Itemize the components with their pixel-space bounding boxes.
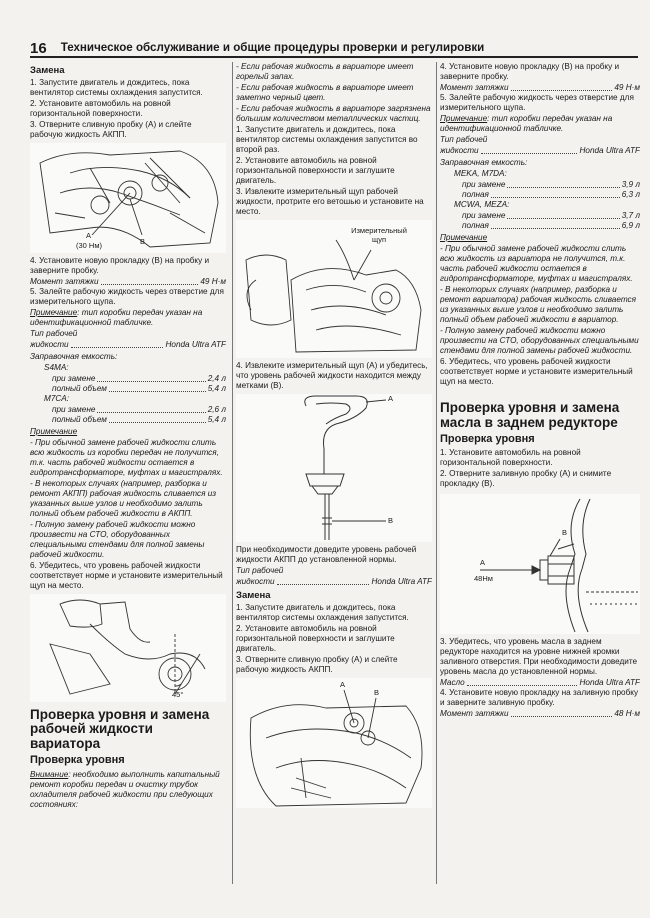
note-item: - Полную замену рабочей жидкости можно произвести на СТО, оборудованных специальными стендами для полной замены рабочей жидкости.: [30, 519, 205, 559]
fluid-type-label: Тип рабочей: [440, 135, 488, 144]
step-text: 5. Залейте рабочую жидкость через отверстие для измерительного щупа.: [440, 93, 634, 112]
model-name: MCWA, MEZA:: [454, 200, 510, 209]
torque-row: Момент затяжки 49 Н·м: [440, 83, 640, 92]
step-text: 3. Убедитесь, что уровень масла в заднем редукторе находится на уровне нижней кромки заливного отверстия. При необходимости доведите уровень масла до установленной нормы.: [440, 637, 638, 677]
torque-label: Момент затяжки: [30, 276, 99, 286]
note: Примечание: тип коробки передач указан на идентификационной табличке.: [30, 307, 203, 327]
capacity-row: при замене 2,6 л: [52, 404, 226, 414]
capacity-row: при замене 3,9 л: [462, 180, 640, 189]
dipstick-tube-illustration: [30, 594, 226, 702]
section-heading-zamena: Замена: [30, 65, 65, 76]
label-torque: 48Нм: [474, 574, 493, 584]
model-name: S4MA:: [44, 362, 69, 372]
subsection-title: Проверка уровня: [440, 432, 535, 445]
condition-item: - Если рабочая жидкость в вариаторе загрязнена большим количеством металлических частиц.: [236, 104, 431, 123]
rear-differential-illustration: [440, 494, 640, 634]
capacity-row: полный объем 5,4 л: [52, 414, 226, 424]
figure-dipstick-marks: [236, 394, 432, 542]
figure-rear-diff-plug: [440, 494, 640, 634]
capacity-row: полная 6,9 л: [462, 221, 640, 230]
step-text: 6. Убедитесь, что уровень рабочей жидкости соответствует норме и установите измерительный щуп на место.: [30, 560, 223, 590]
figure-drain-plug-atf: [30, 143, 226, 253]
dipstick-illustration: [236, 394, 432, 542]
column-divider: [436, 62, 437, 884]
step-text: 2. Установите автомобиль на ровной горизонтальной поверхности и заглушите двигатель.: [236, 156, 395, 185]
fluid-row: жидкости Honda Ultra ATF: [30, 339, 226, 349]
label-torque: (30 Нм): [76, 240, 102, 250]
note: Примечание: тип коробки передач указан на идентификационной табличке.: [440, 114, 613, 133]
column-right: [440, 62, 640, 887]
step-text: 4. Установите новую прокладку (В) на пробку и заверните пробку.: [30, 255, 210, 275]
torque-value: 49 Н·м: [200, 276, 226, 286]
note-item: - При обычной замене рабочей жидкости слить всю жидкость из коробки передач не получится, т.к. часть рабочей жидкости остается в гидротрансформаторе, муфтах и магистралях.: [30, 437, 223, 477]
capacity-row: полная 6,3 л: [462, 190, 640, 199]
label-b: B: [374, 687, 380, 697]
step-text: 3. Отверните сливную пробку (А) и слейте рабочую жидкость АКПП.: [236, 654, 398, 674]
model-name: MEKA, M7DA:: [454, 169, 507, 178]
torque-row: [30, 277, 226, 287]
capacity-row: при замене 3,7 л: [462, 211, 640, 220]
step-text: 1. Запустите двигатель и дождитесь, пока вентилятор системы охлаждения запустится.: [236, 602, 409, 622]
oil-row: Масло Honda Ultra ATF: [440, 678, 640, 688]
step-text: 4. Установите новую прокладку на заливную пробку и заверните заливную пробку.: [440, 688, 639, 708]
paragraph: При необходимости доведите уровень рабочей жидкости АКПП до установленной нормы.: [236, 545, 417, 564]
page-header: [30, 38, 638, 58]
label-b: B: [388, 516, 394, 525]
transmission-illustration: [30, 143, 226, 253]
step-text: 3. Отверните сливную пробку (А) и слейте рабочую жидкость АКПП.: [30, 119, 192, 139]
column-middle: [236, 62, 432, 887]
condition-item: - Если рабочая жидкость в вариаторе имеет заметно черный цвет.: [236, 83, 414, 102]
capacity-row: полный объем 5,4 л: [52, 383, 226, 393]
subsection-title: Проверка уровня: [30, 754, 125, 767]
label-b: B: [562, 528, 568, 538]
step-text: 5. Залейте рабочую жидкость через отверстие для измерительного щупа.: [30, 286, 224, 306]
capacity-label: Заправочная емкость:: [30, 351, 118, 361]
label-a: A: [86, 230, 92, 240]
step-text: 2. Отверните заливную пробку (А) и снимите прокладку (В).: [440, 469, 612, 489]
note-item: - При обычной замене рабочей жидкости слить всю жидкость из вариатора не получится, т.к. часть рабочей жидкости остается в гидротрансформаторе, муфтах и магистралях.: [440, 244, 633, 283]
notes-heading: Примечание: [30, 426, 78, 436]
label-a: A: [480, 558, 486, 568]
step-text: 3. Извлеките измерительный щуп рабочей жидкости, протрите его ветошью и установите на место.: [236, 187, 424, 216]
label-a: A: [340, 679, 346, 689]
fluid-row: жидкости Honda Ultra ATF: [236, 577, 432, 586]
label-b: B: [140, 236, 146, 246]
page-title: Техническое обслуживание и общие процедуры проверки и регулировки: [60, 41, 485, 55]
section-heading-zamena: Замена: [236, 590, 271, 601]
step-text: 1. Установите автомобиль на ровной горизонтальной поверхности.: [440, 448, 581, 468]
model-name: M7CA:: [44, 393, 70, 403]
figure-dipstick-angle: [30, 594, 226, 702]
dipstick-label: Измерительный щуп: [351, 226, 407, 245]
notes-heading: Примечание: [440, 233, 488, 242]
section-title-rear-diff: Проверка уровня и замена масла в заднем редукторе: [440, 400, 620, 430]
note-item: - Полную замену рабочей жидкости можно произвести на СТО, оборудованных специальными стендами для полной замены рабочей жидкости.: [440, 326, 639, 355]
page-number: 16: [30, 40, 47, 57]
condition-item: - Если рабочая жидкость в вариаторе имеет горелый запах.: [236, 62, 414, 81]
step-text: 2. Установите автомобиль на ровной горизонтальной поверхности.: [30, 98, 171, 118]
fluid-type-label: Тип рабочей: [30, 328, 78, 338]
figure-cvt-drain-plug: [236, 678, 432, 808]
capacity-row: при замене 2,4 л: [52, 373, 226, 383]
step-text: 1. Запустите двигатель и дождитесь, пока вентилятор системы охлаждения запустится.: [30, 77, 203, 97]
label-a: A: [388, 394, 394, 403]
column-divider: [232, 62, 233, 884]
column-left: [30, 62, 226, 887]
cvt-illustration: [236, 678, 432, 808]
step-text: 2. Установите автомобиль на ровной горизонтальной поверхности и заглушите двигатель.: [236, 623, 395, 653]
step-text: 1. Запустите двигатель и дождитесь, пока вентилятор системы охлаждения запустится во второй раз.: [236, 125, 418, 154]
section-title-cvt: Проверка уровня и замена рабочей жидкости вариатора: [30, 706, 210, 752]
step-text: 6. Убедитесь, что уровень рабочей жидкости соответствует норме и установите измерительный щуп на место.: [440, 357, 633, 386]
figure-dipstick-location: [236, 220, 432, 358]
note-item: - В некоторых случаях (например, разборка и ремонт АКПП) рабочая жидкость сливается из указанных выше узлов и необходимо залить полный объем рабочей жидкости в АКПП.: [30, 478, 217, 518]
step-text: 4. Установите новую прокладку (В) на пробку и заверните пробку.: [440, 62, 620, 81]
note-item: - В некоторых случаях (например, разборка и ремонт вариатора) рабочая жидкость сливается из указанных выше узлов и необходимо залить полный объем рабочей жидкости в вариатор.: [440, 285, 637, 324]
fluid-row: жидкости Honda Ultra ATF: [440, 146, 640, 155]
capacity-label: Заправочная емкость:: [440, 158, 528, 167]
angle-label: 45°: [172, 689, 184, 699]
attention-note: Внимание: необходимо выполнить капитальный ремонт коробки передач и очистку трубок охладителя рабочей жидкости при следующих состояниях:: [30, 769, 220, 809]
step-text: 4. Извлеките измерительный щуп (А) и убедитесь, что уровень рабочей жидкости находится между метками (В).: [236, 361, 428, 390]
torque-row: Момент затяжки 48 Н·м: [440, 709, 640, 719]
fluid-type-label: Тип рабочей: [236, 566, 284, 575]
